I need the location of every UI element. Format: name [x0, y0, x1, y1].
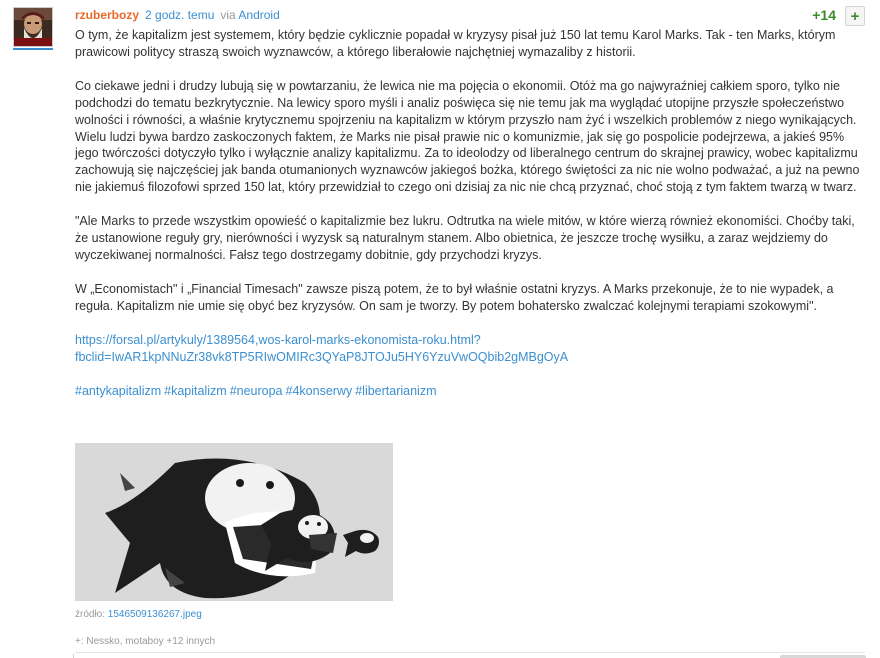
article-link-line1: https://forsal.pl/artykuly/1389564,wos-karol-marks-ekonomista-roku.html? [75, 332, 481, 347]
plus-button[interactable] [845, 6, 865, 26]
tag-link[interactable]: #antykapitalizm [75, 383, 162, 398]
avatar-underline [13, 48, 53, 50]
tag-link[interactable]: #neuropa [229, 383, 283, 398]
plus-icon: + [850, 8, 860, 25]
comment-thread-line [73, 654, 74, 658]
article-link-paragraph [75, 332, 865, 366]
tags [75, 383, 865, 400]
article-link-line2: fbclid=IwAR1kpNNuZr38vk8TP5RIwOMIRc3QYaP8JTOJu5HY6YzuVwOQbib2gMBgOyA [75, 349, 569, 364]
avatar[interactable] [13, 7, 53, 47]
bearded-man-avatar-icon [14, 8, 52, 46]
via-app-link[interactable]: Android [238, 8, 280, 22]
image-source [75, 609, 202, 620]
entry-body [75, 27, 865, 416]
article-link[interactable] [75, 333, 568, 364]
via-prefix: via [220, 8, 236, 22]
via-info [220, 8, 279, 22]
tag-link[interactable]: #4konserwy [285, 383, 353, 398]
source-file-link[interactable]: 1546509136267.jpeg [107, 609, 202, 620]
entry-header [75, 8, 280, 26]
embedded-image[interactable] [75, 443, 393, 601]
source-label: źródło: [75, 609, 106, 620]
tag-link[interactable]: #libertarianizm [355, 383, 437, 398]
post-time[interactable]: 2 godz. temu [145, 8, 215, 22]
author-link[interactable]: rzuberbozy [75, 8, 140, 22]
vote-count: +14 [812, 7, 836, 23]
divider [75, 652, 865, 653]
paragraph-4: W „Economistach" i „Financial Timesach" zawsze piszą potem, że to był właśnie ostatni kryzys. A Marks przekonuje, że to nie wypadek, a reguła. Kapitalizm nie umie się obyć bez kryzysów. On sam je tworzy. By potem bohatersko zwalczać kolejnymi terapiami szokowymi". [75, 281, 834, 313]
plussers-list[interactable]: +: Nessko, motaboy +12 innych [75, 636, 216, 647]
fish-eating-fish-illustration-icon [75, 443, 393, 601]
paragraph-1: O tym, że kapitalizm jest systemem, który będzie cyklicznie popadał w kryzysy pisał już 150 lat temu Karol Marks. Tak - ten Marks, którym prawicowi politycy straszą swoich wyznawców, a którego liberałowie najchętniej wymazaliby z historii. [75, 28, 836, 59]
paragraph-3: "Ale Marks to przede wszystkim opowieść o kapitalizmie bez lukru. Odtrutka na wiele mitów, w które wierzą również ekonomiści. Choćby taki, że ustanowione reguły gry, nierówności i wyzysk są naturalnym stanem. Albo obietnica, że jeszcze trochę wysiłku, a zaraz wejdziemy do wyczekiwanej normalności. Fałsz tego dostrzegamy dobitnie, gdy przychodzi kryzys. [75, 214, 855, 262]
tag-link[interactable]: #kapitalizm [164, 383, 227, 398]
paragraph-2: Co ciekawe jedni i drudzy lubują się w powtarzaniu, że lewica nie ma pojęcia o ekonomii. Otóż ma go najwyraźniej całkiem sporo, tylko nie podchodzi do tematu bezkrytycznie. Na lewicy sporo myśli i analiz poświęca się nie temu jak ma wyglądać utopijne przyszłe społeczeństwo wolności i równości, a właśnie krytycznemu spojrzeniu na kapitalizm w którym przyszło nam żyć i wszelkich problemów z niego wynikających. Wielu ludzi bywa bardzo zaskoczonych faktem, że Marks nie pisał prawie nic o komunizmie, jak się go pospolicie podejrzewa, a jakieś 95% jego twórczości dotyczyło tylko i wyłącznie analizy kapitalizmu. Za to ideolodzy od liberalnego centrum do skrajnej prawicy, wobec kapitalizmu zachowują się najczęściej jak banda otumanionych wyznawców jakiegoś bożka, którego świętości za nic nie wolno podważać, a już na pewno nie jakiemuś filozofowi sprzed 150 lat, który przewidział to czego oni dzisiaj za nic nie chcą przyznać, choć stoją z tym faktem twarzą w twarz. [75, 78, 860, 195]
